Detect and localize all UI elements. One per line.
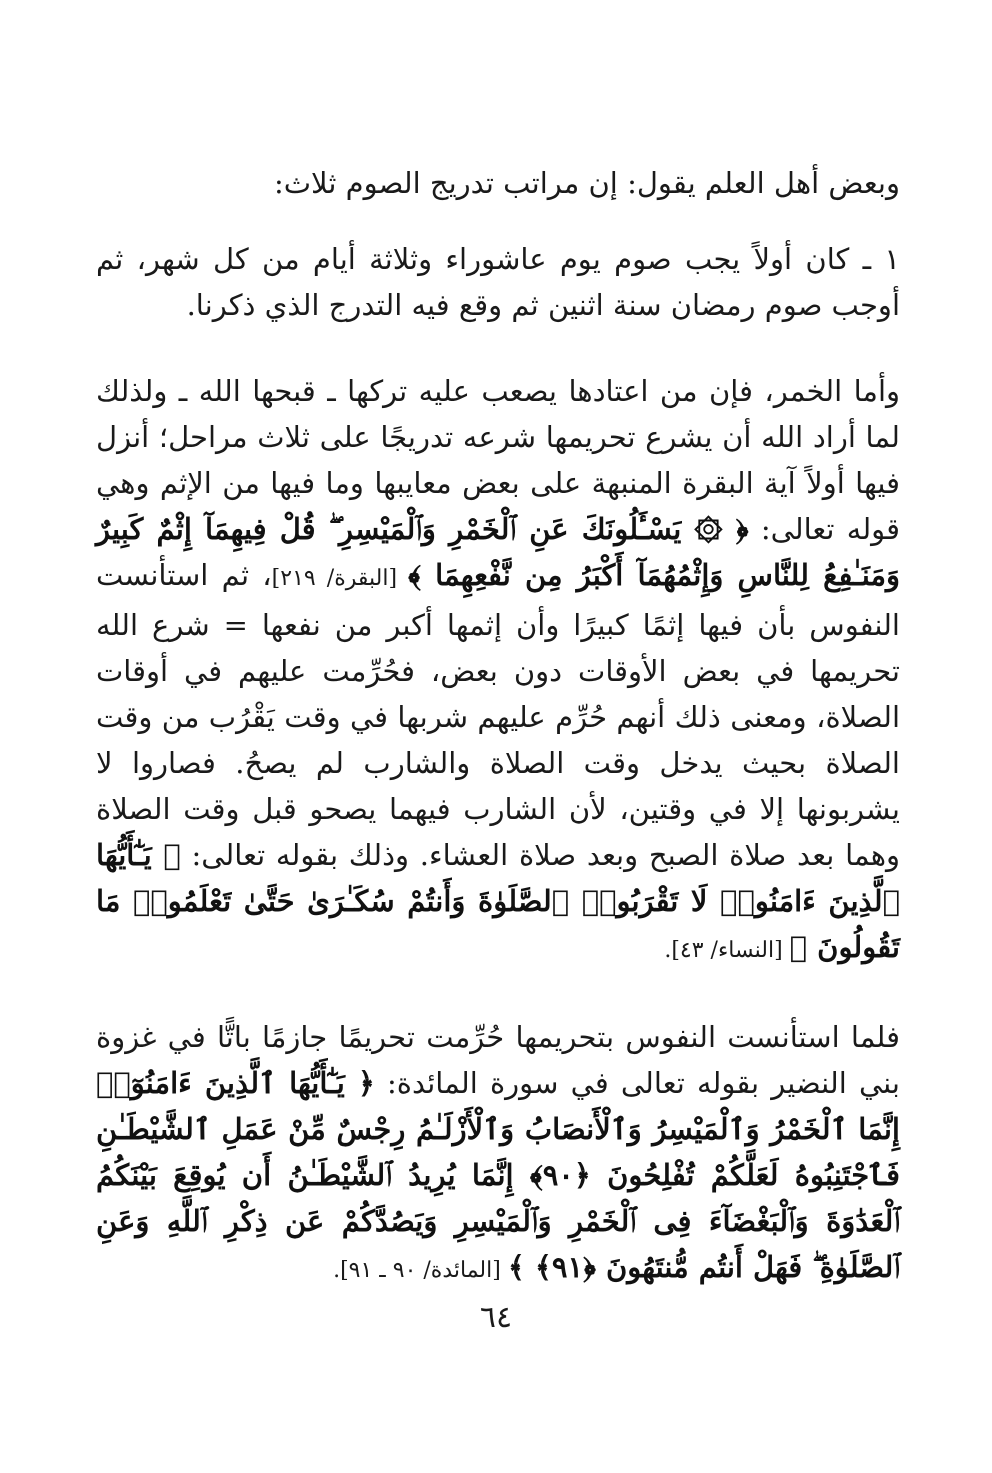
text-segment: فلما استأنست النفوس بتحريمها حُرِّمت تحريمًا جازمًا باتًّا في غزوة بني النضير بقوله تعالى في سورة المائدة: (96, 1020, 901, 1100)
page-body (96, 160, 900, 1294)
page-number: ٦٤ (479, 1300, 513, 1335)
text-segment: ، ثم استأنست النفوس بأن فيها إثمًا كبيرًا وأن إثمها أكبر من نفعها = شرع الله تحريمها في بعض الأوقات دون بعض، فحُرِّمت عليهم في أوقات الصلاة، ومعنى ذلك أنهم حُرِّم عليهم شربها في وقت يَقْرُب من وقت الصلاة بحيث يدخل وقت الصلاة والشارب لم يصحُ. فصاروا لا يشربونها إلا في وقتين، لأن الشارب فيهما يصحو قبل وقت الصلاة وهما بعد صلاة الصبح وبعد صلاة العشاء. وذلك بقوله تعالى: (96, 558, 900, 872)
paragraph-final-prohibition (96, 1014, 900, 1294)
quran-verse-nisa: ﴿ يَـٰٓأَيُّهَا ٱلَّذِينَ ءَامَنُوا۟ لَا تَقْرَبُوا۟ ٱلصَّلَوٰةَ وَأَنتُمْ سُكَـٰرَىٰ حَتَّىٰ تَعْلَمُوا۟ مَا تَقُولُونَ ﴾ (96, 838, 900, 964)
verse-reference: [البقرة/ ٢١٩] (271, 566, 409, 591)
text-segment: وأما الخمر، فإن من اعتادها يصعب عليه تركها ـ قبحها الله ـ ولذلك لما أراد الله أن يشرع تحريمها شرعه تدريجًا على ثلاث مراحل؛ أنزل فيها أولاً آية البقرة المنبهة على بعض معايبها وما فيها من الإثم وهي قوله تعالى: (96, 374, 900, 546)
verse-reference: [المائدة/ ٩٠ ـ ٩١]. (333, 1258, 508, 1283)
quran-verse-maidah: ﴿ يَـٰٓأَيُّهَا ٱلَّذِينَ ءَامَنُوٓا۟ إِنَّمَا ٱلْخَمْرُ وَٱلْمَيْسِرُ وَٱلْأَنصَابُ وَٱلْأَزْلَـٰمُ رِجْسٌ مِّنْ عَمَلِ ٱلشَّيْطَـٰنِ فَٱجْتَنِبُوهُ لَعَلَّكُمْ تُفْلِحُونَ ﴿٩٠﴾ إِنَّمَا يُرِيدُ ٱلشَّيْطَـٰنُ أَن يُوقِعَ بَيْنَكُمُ ٱلْعَدَٰوَةَ وَٱلْبَغْضَآءَ فِى ٱلْخَمْرِ وَٱلْمَيْسِرِ وَيَصُدَّكُمْ عَن ذِكْرِ ٱللَّهِ وَعَنِ ٱلصَّلَوٰةِ ۖ فَهَلْ أَنتُم مُّنتَهُونَ ﴿٩١﴾ ﴾ (96, 1066, 900, 1284)
verse-reference: [النساء/ ٤٣]. (664, 938, 790, 963)
quran-verse-baqarah: ﴿ ۞ يَسْـَٔلُونَكَ عَنِ ٱلْخَمْرِ وَٱلْمَيْسِرِ ۖ قُلْ فِيهِمَآ إِثْمٌ كَبِيرٌ وَمَنَـٰفِعُ لِلنَّاسِ وَإِثْمُهُمَآ أَكْبَرُ مِن نَّفْعِهِمَا ﴾ (96, 512, 901, 592)
paragraph-fasting-stages: ١ ـ كان أولاً يجب صوم يوم عاشوراء وثلاثة أيام من كل شهر، ثم أوجب صوم رمضان سنة اثنين ثم وقع فيه التدرج الذي ذكرنا. (96, 242, 900, 322)
paragraph-intro: وبعض أهل العلم يقول: إن مراتب تدريج الصوم ثلاث: (273, 166, 900, 200)
paragraph-wine-stages (96, 368, 900, 974)
